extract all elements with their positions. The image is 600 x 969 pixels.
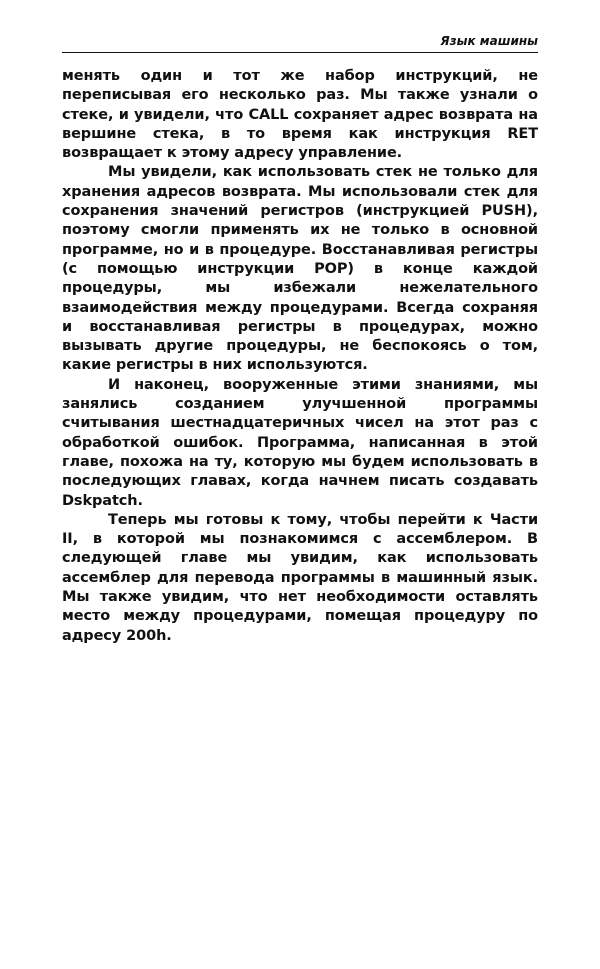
paragraph-3: И наконец, вооруженные этими знаниями, мы занялись созданием улучшенной программы считывания шестнадцатеричных чисел на этот раз с обработкой ошибок. Программа, написанная в этой главе, похожа на ту, которую мы будем использовать в последующих главах, когда начнем писать создавать Dskpatch.: [62, 376, 538, 509]
book-page: [62, 34, 538, 646]
paragraph-2: Мы увидели, как использовать стек не только для хранения адресов возврата. Мы использовали стек для сохранения значений регистров (инструкцией PUSH), поэтому смогли применять их не только в основной программе, но и в процедуре. Восстанавливая регистры (с помощью инструкции POP) в конце каждой процедуры, мы избежали нежелательного взаимодействия между процедурами. Всегда сохраняя и восстанавливая регистры в процедурах, можно вызывать другие процедуры, не беспокоясь о том, какие регистры в них используются.: [62, 164, 538, 374]
paragraph-1: менять один и тот же набор инструкций, не переписывая его несколько раз. Мы также узнали о стеке, и увидели, что CALL сохраняет адрес возврата на вершине стека, в то время как инструкция RET возвращает к этому адресу управление.: [62, 68, 538, 162]
running-head: Язык машины: [440, 34, 538, 48]
body-text: [62, 67, 538, 646]
paragraph-4: Теперь мы готовы к тому, чтобы перейти к Части II, в которой мы познакомимся с ассемблером. В следующей главе мы увидим, как использовать ассемблер для перевода программы в машинный язык. Мы также увидим, что нет необходимости оставлять место между процедурами, помещая процедуру по адресу 200h.: [62, 511, 538, 644]
header-rule: [62, 52, 538, 53]
